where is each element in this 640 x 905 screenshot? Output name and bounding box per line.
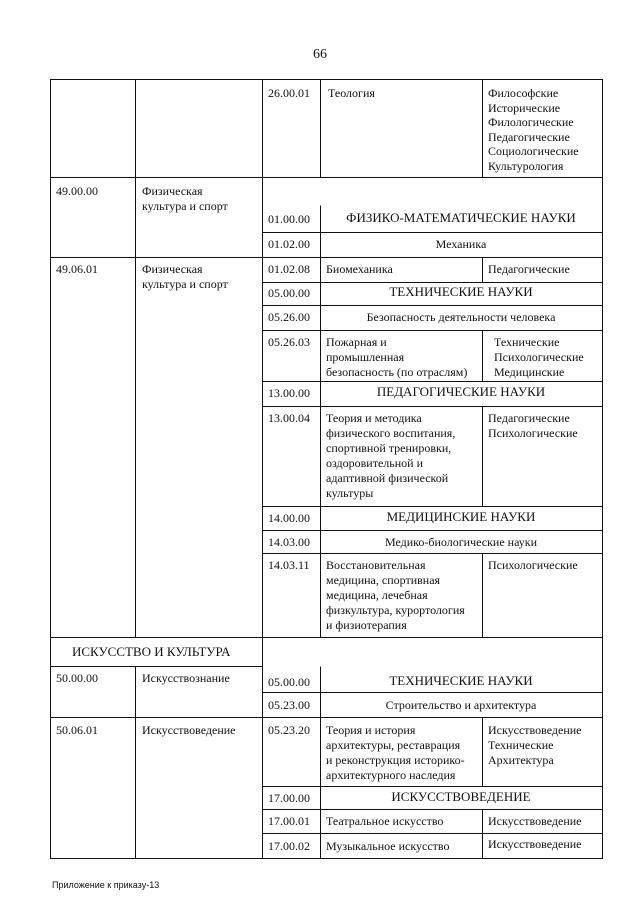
name-line: физического воспитания, [326,426,456,440]
subsection-header: Медико-биологические науки [384,535,538,549]
science-item: Психологические [488,558,578,572]
science-item: Филологические [488,115,574,130]
left-code: 50.00.00 [56,671,98,685]
code-cell: 14.03.11 [268,558,310,572]
code-cell: 13.00.04 [268,411,310,425]
code-cell: 05.26.03 [268,335,310,349]
code-cell: 01.02.00 [268,237,310,251]
section-title: ИСКУССТВО И КУЛЬТУРА [72,644,231,659]
science-item: Искусствоведение [488,814,582,828]
left-name: Искусствоведение [142,723,236,737]
name-cell: Музыкальное искусство [326,839,450,853]
name-line: оздоровительной и [326,456,424,470]
left-name: Физическая [142,262,203,276]
left-name: Искусствознание [142,671,230,685]
science-item: Культурология [488,158,564,173]
science-item: Технические [494,335,560,349]
name-line: Теория и методика [326,411,422,425]
sciences-cell [488,86,579,174]
science-item: Искусствоведение [488,723,582,737]
left-code: 50.06.01 [56,723,98,737]
name-line: безопасность (по отраслям) [326,365,468,379]
code-cell: 26.00.01 [268,86,310,100]
left-code: 49.06.01 [56,262,98,276]
left-name: культура и спорт [142,277,228,291]
subsection-header: Безопасность деятельности человека [366,310,556,324]
code-cell: 01.02.08 [268,262,310,276]
science-item: Педагогические [488,411,570,425]
section-header: ПЕДАГОГИЧЕСКИЕ НАУКИ [376,384,546,399]
science-item: Искусствоведение [488,837,582,851]
section-header: ФИЗИКО-МАТЕМАТИЧЕСКИЕ НАУКИ [346,210,576,225]
name-cell: Театральное искусство [326,814,444,828]
code-cell: 01.00.00 [268,212,310,226]
science-item: Исторические [488,100,561,115]
section-header: ИСКУССТВОВЕДЕНИЕ [391,789,531,804]
left-code: 49.00.00 [56,184,98,198]
science-item: Философские [488,86,559,100]
left-name: Физическая [142,184,203,198]
science-item: Психологические [488,426,578,440]
science-item: Педагогические [488,262,570,276]
name-cell: Биомеханика [326,262,393,276]
code-cell: 14.03.00 [268,535,310,549]
section-header: МЕДИЦИНСКИЕ НАУКИ [386,509,536,524]
subsection-header: Механика [435,237,487,251]
footer-note: Приложение к приказу-13 [52,880,160,890]
name-line: физкультура, курортология [326,603,465,617]
name-line: Пожарная и [326,335,387,349]
name-line: медицина, лечебная [326,588,428,602]
left-name: культура и спорт [142,199,228,213]
science-item: Психологические [494,350,584,364]
name-line: промышленная [326,350,405,364]
code-cell: 17.00.00 [268,791,310,805]
name-line: и реконструкция историко- [326,753,465,767]
page-number: 66 [313,47,327,62]
name-line: архитектуры, реставрация [326,738,461,752]
section-header: ТЕХНИЧЕСКИЕ НАУКИ [389,673,533,688]
science-item: Технические [488,738,554,752]
code-cell: 05.00.00 [268,286,310,300]
name-line: спортивной тренировки, [326,441,452,455]
code-cell: 17.00.01 [268,814,310,828]
name-line: и физиотерапия [326,618,407,632]
subsection-header: Строительство и архитектура [385,698,537,712]
code-cell: 05.23.00 [268,698,310,712]
science-item: Медицинские [494,365,565,379]
science-item: Архитектура [488,753,554,767]
code-cell: 05.26.00 [268,310,310,324]
section-header: ТЕХНИЧЕСКИЕ НАУКИ [389,284,533,299]
name-line: культуры [326,486,374,500]
code-cell: 05.23.20 [268,723,310,737]
name-line: Теория и история [326,723,416,737]
code-cell: 05.00.00 [268,675,310,689]
name-cell: Теология [328,86,375,100]
code-cell: 14.00.00 [268,511,310,525]
name-line: адаптивной физической [326,471,449,485]
name-line: архитектурного наследия [326,768,456,782]
code-cell: 13.00.00 [268,386,310,400]
science-item: Педагогические [488,129,570,144]
name-line: медицина, спортивная [326,573,441,587]
science-item: Социологические [488,144,579,159]
name-line: Восстановительная [326,558,426,572]
code-cell: 17.00.02 [268,839,310,853]
